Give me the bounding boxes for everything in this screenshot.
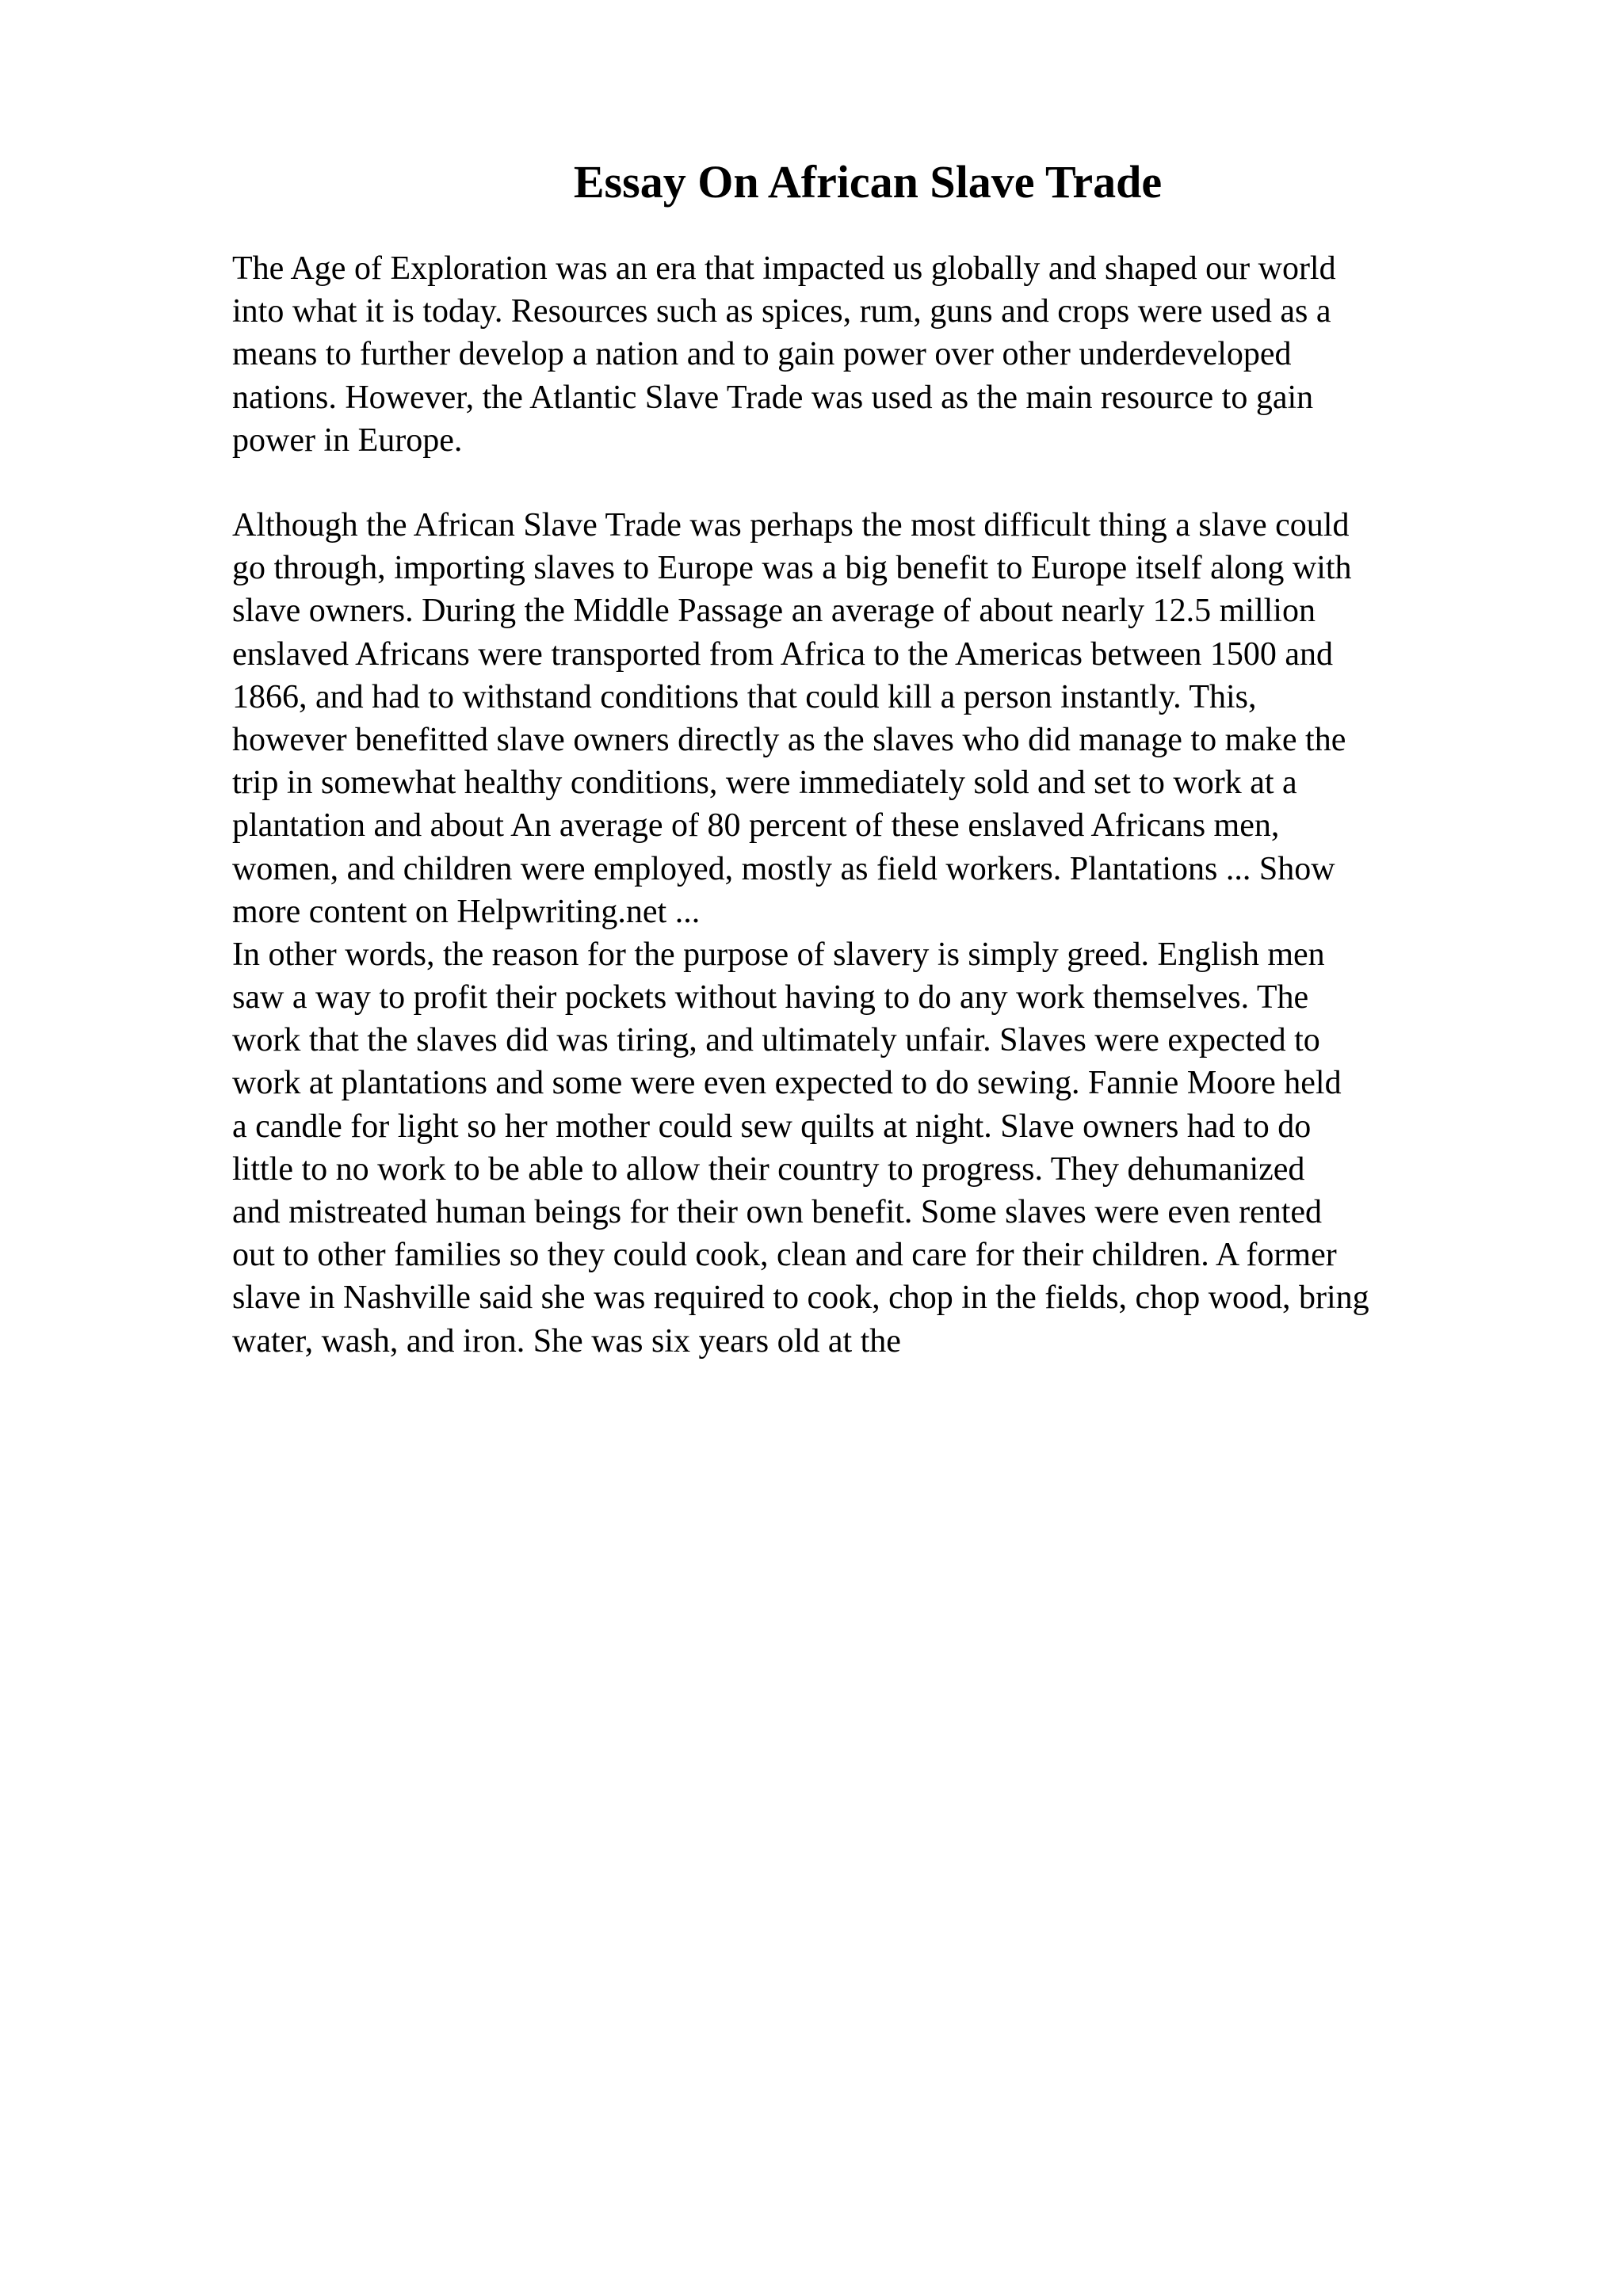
- paragraph-2: [232, 504, 1532, 1363]
- paragraph-line: enslaved Africans were transported from Africa to the Americas between 1500 and: [232, 635, 1333, 673]
- paragraph-line: little to no work to be able to allow their country to progress. They dehumanized: [232, 1150, 1305, 1188]
- paragraph-line: slave in Nashville said she was required to cook, chop in the fields, chop wood, bring: [232, 1280, 1369, 1317]
- paragraph-line: however benefitted slave owners directly as the slaves who did manage to make the: [232, 721, 1346, 758]
- paragraph-line: slave owners. During the Middle Passage an average of about nearly 12.5 million: [232, 593, 1316, 630]
- paragraph-line: out to other families so they could cook, clean and care for their children. A former: [232, 1237, 1337, 1274]
- paragraph-line: and mistreated human beings for their own benefit. Some slaves were even rented: [232, 1194, 1323, 1230]
- paragraph-line: work at plantations and some were even expected to do sewing. Fannie Moore held: [232, 1065, 1342, 1102]
- paragraph-line: plantation and about An average of 80 percent of these enslaved Africans men,: [232, 807, 1280, 845]
- paragraph-line: The Age of Exploration was an era that impacted us globally and shaped our world: [232, 250, 1336, 287]
- paragraph-line: means to further develop a nation and to gain power over other underdeveloped: [232, 336, 1292, 373]
- paragraph-line: Although the African Slave Trade was perhaps the most difficult thing a slave could: [232, 507, 1350, 543]
- paragraph-line: water, wash, and iron. She was six years old at the: [232, 1322, 901, 1360]
- paragraph-line: a candle for light so her mother could sew quilts at night. Slave owners had to do: [232, 1108, 1312, 1145]
- paragraph-line: nations. However, the Atlantic Slave Trade was used as the main resource to gain: [232, 379, 1314, 416]
- paragraph-line: women, and children were employed, mostly as field workers. Plantations ... Show: [232, 850, 1335, 887]
- paragraph-line: work that the slaves did was tiring, and ultimately unfair. Slaves were expected to: [232, 1022, 1320, 1059]
- paragraph-line: saw a way to profit their pockets without having to do any work themselves. The: [232, 979, 1309, 1016]
- paragraph-line: trip in somewhat healthy conditions, were immediately sold and set to work at a: [232, 765, 1297, 802]
- paragraph-line: 1866, and had to withstand conditions that could kill a person instantly. This,: [232, 678, 1257, 715]
- document-title: Essay On African Slave Trade: [573, 156, 1163, 208]
- paragraph-1: [232, 247, 1532, 462]
- paragraph-line: into what it is today. Resources such as spices, rum, guns and crops were used as a: [232, 293, 1331, 330]
- paragraph-line: more content on Helpwriting.net ...: [232, 893, 701, 930]
- paragraph-line: power in Europe.: [232, 421, 463, 459]
- paragraph-line: In other words, the reason for the purpose of slavery is simply greed. English men: [232, 936, 1325, 973]
- paragraph-line: go through, importing slaves to Europe was a big benefit to Europe itself along with: [232, 550, 1352, 587]
